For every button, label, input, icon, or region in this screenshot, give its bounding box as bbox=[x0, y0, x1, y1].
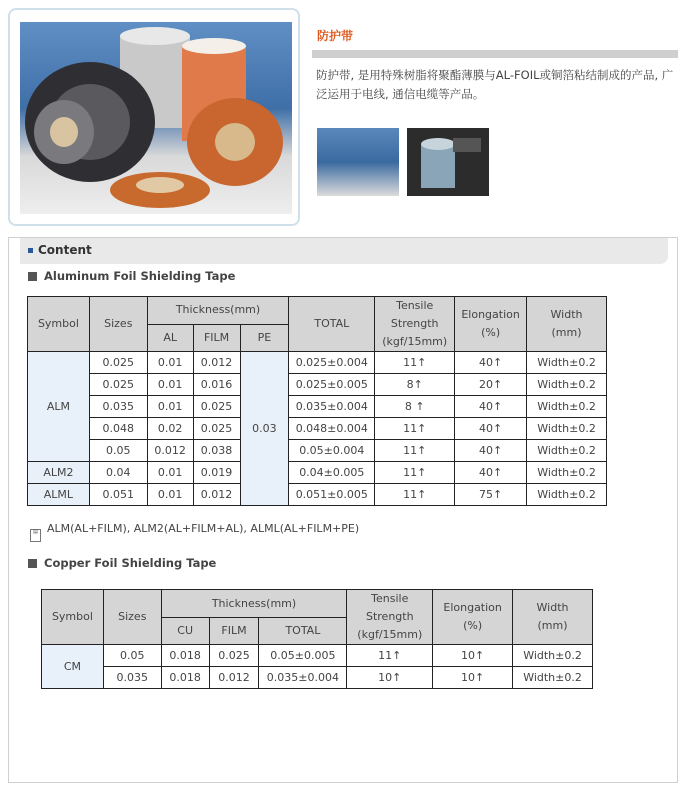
table-cell: 0.035±0.004 bbox=[259, 667, 347, 689]
table-cell: Width±0.2 bbox=[513, 667, 593, 689]
table-cell: 0.016 bbox=[193, 374, 240, 396]
table-cell: 75↑ bbox=[455, 484, 527, 506]
col-header-symbol: Symbol bbox=[28, 297, 90, 352]
table-cell: 0.025 bbox=[89, 374, 147, 396]
table-cell: 0.025 bbox=[209, 645, 259, 667]
table-cell: 0.01 bbox=[147, 352, 193, 374]
table-row bbox=[28, 484, 607, 506]
table-cell: 0.018 bbox=[161, 667, 209, 689]
table-cell: 11↑ bbox=[347, 645, 433, 667]
aluminum-type-note: ▤ ALM(AL+FILM), ALM2(AL+FILM+AL), ALML(AL+FILM+PE) bbox=[30, 522, 359, 542]
table-cell: 0.04±0.005 bbox=[289, 462, 375, 484]
table-cell: 8↑ bbox=[375, 374, 455, 396]
table-cell: 11↑ bbox=[375, 352, 455, 374]
table-cell: 0.01 bbox=[147, 484, 193, 506]
table-row bbox=[28, 352, 607, 374]
table-row bbox=[28, 374, 607, 396]
table-cell: 10↑ bbox=[347, 667, 433, 689]
table-cell: 40↑ bbox=[455, 418, 527, 440]
table-cell: Width±0.2 bbox=[527, 374, 607, 396]
symbol-cell: ALM2 bbox=[28, 462, 90, 484]
col-header-tensile: Tensile Strength (kgf/15mm) bbox=[347, 590, 433, 645]
col-header-thickness: Thickness(mm) bbox=[147, 297, 289, 325]
table-cell: Width±0.2 bbox=[527, 352, 607, 374]
thumbnail-rolls[interactable] bbox=[317, 128, 399, 196]
table-cell: Width±0.2 bbox=[513, 645, 593, 667]
table-cell: 0.01 bbox=[147, 396, 193, 418]
table-cell: 0.04 bbox=[89, 462, 147, 484]
col-header-sizes: Sizes bbox=[89, 297, 147, 352]
table-cell: 0.025±0.004 bbox=[289, 352, 375, 374]
table-cell: 11↑ bbox=[375, 440, 455, 462]
table-cell: 0.025 bbox=[193, 418, 240, 440]
table-cell: 11↑ bbox=[375, 418, 455, 440]
table-cell: 0.048±0.004 bbox=[289, 418, 375, 440]
table-cell: 40↑ bbox=[455, 462, 527, 484]
col-header-sizes: Sizes bbox=[103, 590, 161, 645]
table-cell: Width±0.2 bbox=[527, 396, 607, 418]
col-header-film: FILM bbox=[193, 324, 240, 352]
col-header-width: Width (mm) bbox=[527, 297, 607, 352]
pe-value-cell: 0.03 bbox=[240, 352, 289, 506]
table-cell: Width±0.2 bbox=[527, 462, 607, 484]
col-header-elongation: Elongation (%) bbox=[433, 590, 513, 645]
col-header-elongation: Elongation (%) bbox=[455, 297, 527, 352]
table-cell: 0.038 bbox=[193, 440, 240, 462]
table-cell: 0.05±0.004 bbox=[289, 440, 375, 462]
square-bullet-icon bbox=[28, 272, 37, 281]
copper-spec-table bbox=[41, 589, 593, 689]
table-cell: 0.035±0.004 bbox=[289, 396, 375, 418]
table-cell: 0.025 bbox=[193, 396, 240, 418]
aluminum-section-title: Aluminum Foil Shielding Tape bbox=[28, 269, 235, 283]
thumbnail-machine[interactable] bbox=[407, 128, 489, 196]
col-header-cu: CU bbox=[161, 618, 209, 645]
table-cell: 0.012 bbox=[193, 484, 240, 506]
col-header-total: TOTAL bbox=[259, 618, 347, 645]
table-cell: 0.05 bbox=[103, 645, 161, 667]
symbol-cell: ALML bbox=[28, 484, 90, 506]
table-cell: 0.012 bbox=[147, 440, 193, 462]
copper-section-title: Copper Foil Shielding Tape bbox=[28, 556, 216, 570]
col-header-thickness: Thickness(mm) bbox=[161, 590, 347, 618]
table-cell: 0.019 bbox=[193, 462, 240, 484]
table-cell: Width±0.2 bbox=[527, 440, 607, 462]
table-cell: 0.01 bbox=[147, 462, 193, 484]
table-cell: 0.02 bbox=[147, 418, 193, 440]
table-cell: 0.05±0.005 bbox=[259, 645, 347, 667]
symbol-cell: CM bbox=[42, 645, 104, 689]
table-cell: 0.012 bbox=[193, 352, 240, 374]
col-header-symbol: Symbol bbox=[42, 590, 104, 645]
table-row bbox=[42, 645, 593, 667]
table-cell: 0.018 bbox=[161, 645, 209, 667]
table-cell: 0.035 bbox=[103, 667, 161, 689]
table-row bbox=[42, 667, 593, 689]
col-header-width: Width (mm) bbox=[513, 590, 593, 645]
square-bullet-icon bbox=[28, 559, 37, 568]
table-cell: 0.012 bbox=[209, 667, 259, 689]
table-cell: 0.01 bbox=[147, 374, 193, 396]
table-row bbox=[28, 462, 607, 484]
table-cell: 40↑ bbox=[455, 352, 527, 374]
product-photo bbox=[20, 22, 292, 214]
product-image-frame bbox=[8, 8, 300, 226]
table-cell: 0.035 bbox=[89, 396, 147, 418]
table-cell: 0.05 bbox=[89, 440, 147, 462]
table-cell: 0.051±0.005 bbox=[289, 484, 375, 506]
aluminum-spec-table bbox=[27, 296, 607, 506]
content-tab bbox=[20, 238, 668, 264]
col-header-film: FILM bbox=[209, 618, 259, 645]
table-row bbox=[28, 418, 607, 440]
col-header-al: AL bbox=[147, 324, 193, 352]
table-row bbox=[28, 440, 607, 462]
table-cell: Width±0.2 bbox=[527, 484, 607, 506]
table-cell: 10↑ bbox=[433, 667, 513, 689]
table-row bbox=[28, 396, 607, 418]
table-cell: 20↑ bbox=[455, 374, 527, 396]
table-cell: 0.025 bbox=[89, 352, 147, 374]
table-cell: 0.048 bbox=[89, 418, 147, 440]
table-cell: 40↑ bbox=[455, 440, 527, 462]
title-divider bbox=[312, 50, 678, 58]
table-cell: 8 ↑ bbox=[375, 396, 455, 418]
table-cell: 40↑ bbox=[455, 396, 527, 418]
col-header-total: TOTAL bbox=[289, 297, 375, 352]
col-header-tensile: Tensile Strength (kgf/15mm) bbox=[375, 297, 455, 352]
table-cell: 11↑ bbox=[375, 484, 455, 506]
note-icon: ▤ bbox=[30, 529, 41, 542]
table-cell: Width±0.2 bbox=[527, 418, 607, 440]
product-title: 防护带 bbox=[317, 29, 354, 43]
table-cell: 0.051 bbox=[89, 484, 147, 506]
symbol-cell: ALM bbox=[28, 352, 90, 462]
table-cell: 10↑ bbox=[433, 645, 513, 667]
bullet-icon bbox=[28, 248, 33, 253]
table-cell: 0.025±0.005 bbox=[289, 374, 375, 396]
content-tab-label: Content bbox=[38, 243, 92, 257]
table-cell: 11↑ bbox=[375, 462, 455, 484]
product-description: 防护带, 是用特殊树脂将聚酯薄膜与AL-FOIL或铜箔粘结制成的产品, 广泛运用于电线, 通信电缆等产品。 bbox=[316, 68, 674, 101]
col-header-pe: PE bbox=[240, 324, 289, 352]
